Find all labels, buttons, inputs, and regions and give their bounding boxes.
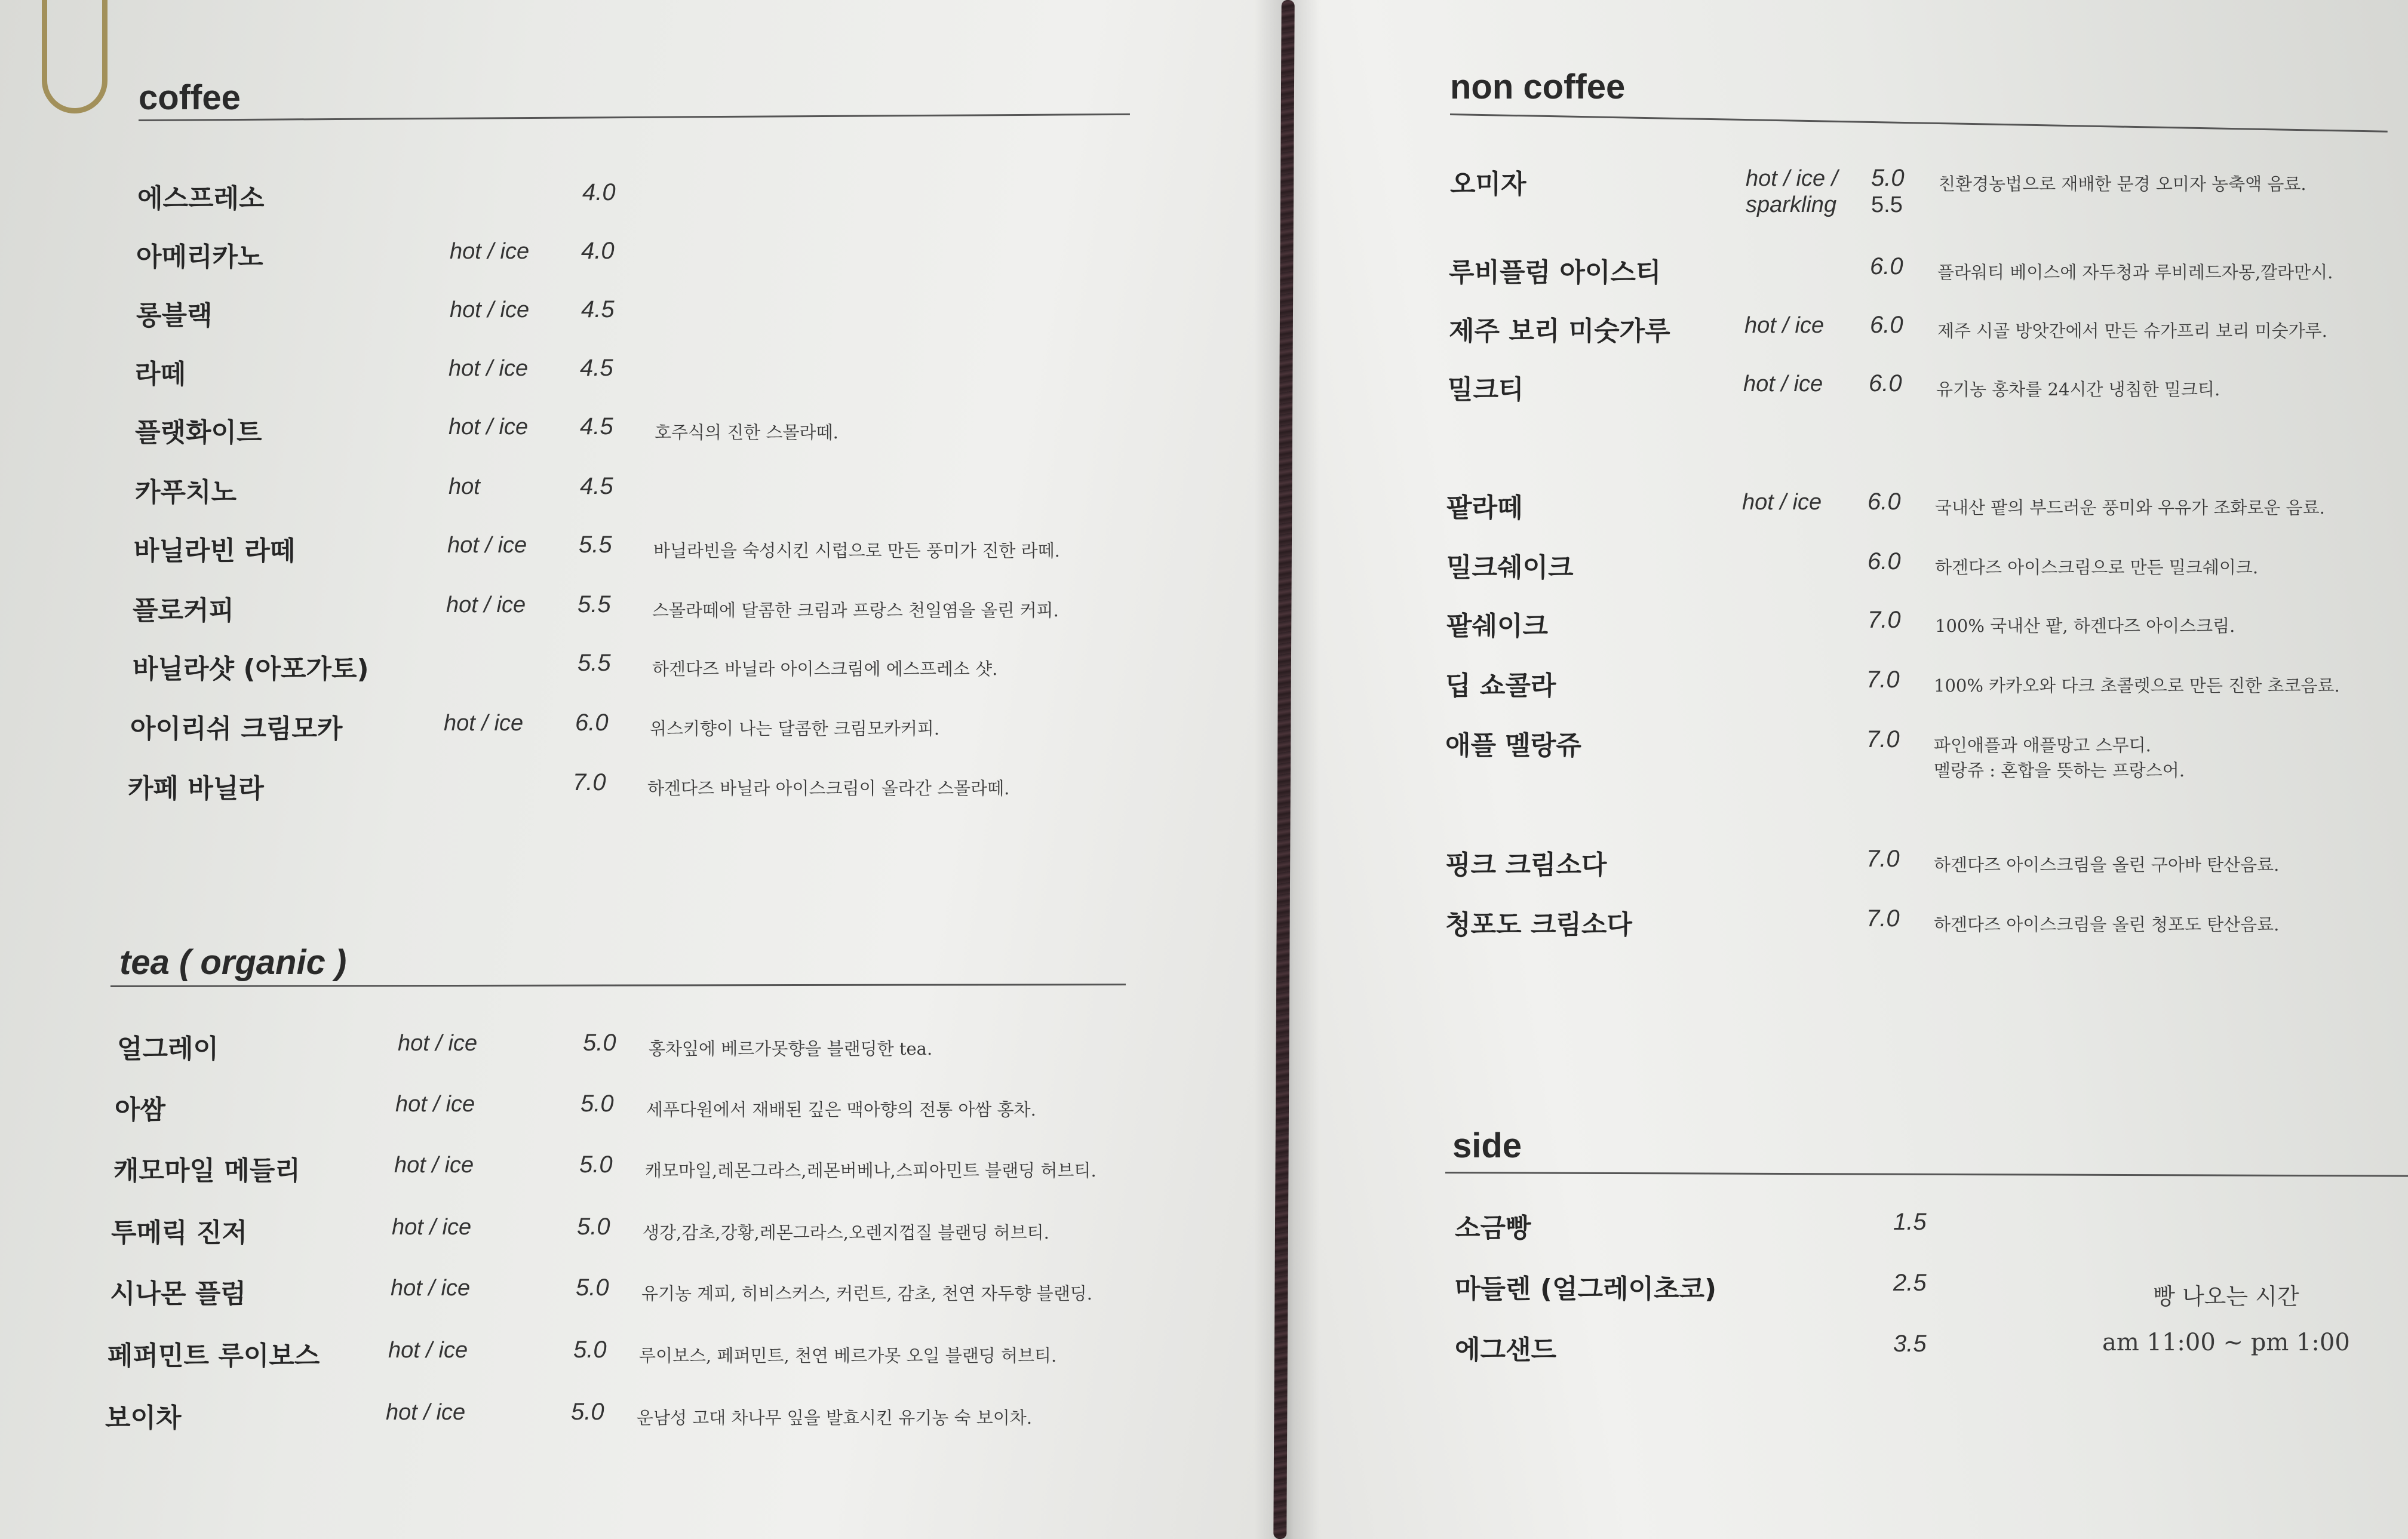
item-description: 유기농 홍차를 24시간 냉침한 밀크티. xyxy=(1936,379,2220,400)
item-description: 플라워티 베이스에 자두청과 루비레드자몽,깔라만시. xyxy=(1937,262,2333,282)
non-coffee-menu-item xyxy=(1445,843,2401,897)
item-name: 플랫화이트 xyxy=(135,417,262,448)
non-coffee-menu-item xyxy=(1449,309,2404,363)
coffee-menu-item xyxy=(133,589,1148,643)
item-description: 세푸다원에서 재배된 깊은 맥아향의 전통 아쌈 홍차. xyxy=(646,1099,1036,1120)
item-price: 5.5 xyxy=(578,650,611,676)
item-price: 6.0 xyxy=(1868,489,1901,515)
item-description: 위스키향이 나는 달콤한 크림모카커피. xyxy=(650,718,940,739)
item-temperature-extra: sparkling xyxy=(1746,192,1837,217)
item-price: 4.5 xyxy=(580,413,613,440)
item-price: 5.0 xyxy=(577,1214,610,1240)
item-description: 하겐다즈 아이스크림을 올린 청포도 탄산음료. xyxy=(1934,914,2280,935)
item-price: 4.0 xyxy=(582,179,616,205)
coffee-menu-item xyxy=(128,767,1143,821)
item-temperature: hot / ice xyxy=(386,1400,466,1425)
non-coffee-menu-item xyxy=(1445,903,2401,957)
bread-time-value: am 11:00 ~ pm 1:00 xyxy=(2102,1329,2350,1356)
coffee-section-title: coffee xyxy=(139,78,241,117)
tea-section-title: tea ( organic ) xyxy=(119,943,347,982)
side-section-title: side xyxy=(1452,1126,1522,1165)
item-temperature: hot / ice xyxy=(449,356,529,381)
item-name: 아메리카노 xyxy=(136,242,263,272)
item-temperature: hot / ice xyxy=(450,239,530,264)
item-price: 5.0 xyxy=(579,1151,613,1178)
item-name: 얼그레이 xyxy=(117,1034,219,1064)
item-price: 1.5 xyxy=(1893,1209,1927,1235)
item-description: 제주 시골 방앗간에서 만든 슈가프리 보리 미숫가루. xyxy=(1937,321,2327,341)
item-description: 100% 카카오와 다크 초콜렛으로 만든 진한 초코음료. xyxy=(1934,675,2340,696)
item-temperature: hot / ice / xyxy=(1746,166,1838,191)
tea-menu-item xyxy=(117,1027,1192,1081)
item-name: 카페 바닐라 xyxy=(128,773,264,804)
item-price: 7.0 xyxy=(573,769,606,795)
item-price: 7.0 xyxy=(1868,607,1901,633)
item-name: 밀크티 xyxy=(1448,374,1524,405)
item-description: 유기농 계피, 히비스커스, 커런트, 감초, 천연 자두향 블랜딩. xyxy=(641,1283,1092,1304)
item-price-extra: 5.5 xyxy=(1871,192,1903,217)
item-description: 하겐다즈 바닐라 아이스크림에 에스프레소 샷. xyxy=(652,659,998,679)
item-name: 투메릭 진저 xyxy=(111,1218,247,1248)
item-temperature: hot / ice xyxy=(395,1092,475,1117)
item-name: 청포도 크림소다 xyxy=(1445,910,1632,940)
item-name: 라떼 xyxy=(135,359,186,389)
item-price: 5.5 xyxy=(578,591,611,618)
item-description: 호주식의 진한 스몰라떼. xyxy=(655,422,838,443)
item-price: 3.5 xyxy=(1893,1331,1927,1357)
tea-menu-item xyxy=(105,1396,1180,1450)
non-coffee-section-title: non coffee xyxy=(1450,67,1626,106)
item-name: 밀크쉐이크 xyxy=(1446,552,1574,583)
coffee-menu-item xyxy=(136,235,1151,289)
coffee-menu-item xyxy=(135,471,1150,524)
item-temperature: hot / ice xyxy=(1744,313,1825,338)
item-name: 보이차 xyxy=(105,1403,182,1433)
item-name: 제주 보리 미숫가루 xyxy=(1449,316,1670,346)
item-price: 7.0 xyxy=(1866,846,1900,872)
item-description: 바닐라빈을 숙성시킨 시럽으로 만든 풍미가 진한 라떼. xyxy=(653,540,1060,561)
item-price: 6.0 xyxy=(1868,548,1901,575)
item-price: 6.0 xyxy=(575,709,609,736)
item-description: 루이보스, 페퍼민트, 천연 베르가못 오일 블랜딩 허브티. xyxy=(639,1346,1057,1366)
item-name: 플로커피 xyxy=(133,595,235,626)
item-name: 소금빵 xyxy=(1455,1213,1531,1243)
coffee-menu-item xyxy=(137,177,1153,231)
item-name: 팥쉐이크 xyxy=(1446,611,1549,641)
item-description: 국내산 팥의 부드러운 풍미와 우유가 조화로운 음료. xyxy=(1935,497,2325,518)
non-coffee-menu-item xyxy=(1446,546,2402,600)
item-temperature: hot / ice xyxy=(391,1276,471,1301)
non-coffee-menu-item xyxy=(1450,162,2406,216)
item-temperature: hot / ice xyxy=(398,1031,478,1056)
item-price: 2.5 xyxy=(1893,1270,1927,1296)
coffee-menu-item xyxy=(134,529,1149,583)
item-name: 마들렌 (얼그레이초코) xyxy=(1455,1274,1717,1304)
item-description: 하겐다즈 바닐라 아이스크림이 올라간 스몰라떼. xyxy=(647,778,1010,798)
item-name: 시나몬 플럼 xyxy=(110,1279,246,1309)
coffee-menu-item xyxy=(133,647,1148,701)
item-temperature: hot / ice xyxy=(1742,490,1822,515)
item-price: 7.0 xyxy=(1866,905,1900,932)
item-description-extra: 멜랑쥬 : 혼합을 뜻하는 프랑스어. xyxy=(1934,760,2185,781)
side-menu-item xyxy=(1455,1206,2172,1260)
item-name: 바닐라샷 (아포가토) xyxy=(133,654,369,684)
item-price: 4.5 xyxy=(580,473,613,499)
item-name: 팥라떼 xyxy=(1446,493,1523,523)
tea-menu-item xyxy=(110,1272,1185,1326)
item-name: 카푸치노 xyxy=(135,477,237,508)
item-description: 친환경농법으로 재배한 문경 오미자 농축액 음료. xyxy=(1939,174,2306,194)
item-description: 하겐다즈 아이스크림으로 만든 밀크쉐이크. xyxy=(1935,557,2259,577)
item-price: 4.5 xyxy=(580,355,613,381)
paper-clip-icon xyxy=(42,0,108,113)
item-price: 6.0 xyxy=(1869,370,1902,397)
item-name: 루비플럼 아이스티 xyxy=(1449,257,1661,288)
item-name: 페퍼민트 루이보스 xyxy=(108,1341,320,1371)
coffee-menu-item xyxy=(135,411,1150,465)
item-description: 홍차잎에 베르가못향을 블랜딩한 tea. xyxy=(649,1039,933,1059)
item-description: 파인애플과 애플망고 스무디. xyxy=(1934,735,2151,755)
tea-menu-item xyxy=(113,1149,1188,1203)
bread-time-label: 빵 나오는 시간 xyxy=(2153,1283,2299,1310)
non-coffee-menu-item xyxy=(1446,604,2402,658)
item-price: 5.0 xyxy=(573,1337,607,1363)
item-name: 롱블랙 xyxy=(136,300,213,331)
item-name: 아쌈 xyxy=(115,1095,166,1125)
item-name: 아이리쉬 크림모카 xyxy=(130,714,343,744)
item-price: 6.0 xyxy=(1870,312,1903,338)
item-description: 운남성 고대 차나무 잎을 발효시킨 유기농 숙 보이차. xyxy=(637,1408,1033,1428)
item-price: 7.0 xyxy=(1866,666,1900,693)
item-temperature: hot / ice xyxy=(449,414,529,440)
item-price: 5.0 xyxy=(580,1090,614,1117)
coffee-menu-item xyxy=(136,294,1151,348)
item-price: 5.5 xyxy=(579,532,612,558)
coffee-menu-item xyxy=(135,352,1150,406)
item-name: 바닐라빈 라떼 xyxy=(134,536,296,566)
item-temperature: hot / ice xyxy=(447,533,527,558)
non-coffee-menu-item xyxy=(1445,724,2401,781)
item-price: 4.0 xyxy=(581,238,615,264)
item-name: 캐모마일 메들리 xyxy=(113,1156,300,1186)
coffee-menu-item xyxy=(130,707,1145,761)
item-name: 오미자 xyxy=(1450,169,1526,199)
item-description: 캐모마일,레몬그라스,레몬버베나,스피아민트 블랜딩 허브티. xyxy=(645,1160,1096,1181)
item-temperature: hot / ice xyxy=(1743,371,1823,397)
item-description: 생강,감초,강황,레몬그라스,오렌지껍질 블랜딩 허브티. xyxy=(643,1222,1049,1243)
item-name: 에스프레소 xyxy=(137,183,265,214)
item-price: 7.0 xyxy=(1866,726,1900,752)
item-temperature: hot / ice xyxy=(388,1338,468,1363)
item-price: 5.0 xyxy=(576,1274,609,1301)
item-temperature: hot / ice xyxy=(394,1153,474,1178)
item-price: 4.5 xyxy=(581,296,615,322)
tea-menu-item xyxy=(115,1088,1190,1142)
tea-menu-item xyxy=(108,1334,1182,1388)
item-description: 100% 국내산 팥, 하겐다즈 아이스크림. xyxy=(1935,616,2235,636)
non-coffee-menu-item xyxy=(1449,251,2404,305)
item-name: 애플 멜랑쥬 xyxy=(1445,730,1581,761)
item-description: 하겐다즈 아이스크림을 올린 구아바 탄산음료. xyxy=(1934,855,2280,875)
non-coffee-menu-item xyxy=(1448,368,2403,422)
item-temperature: hot / ice xyxy=(450,297,530,322)
item-temperature: hot / ice xyxy=(444,711,524,736)
item-temperature: hot / ice xyxy=(446,592,526,618)
bread-time-note xyxy=(2102,1278,2350,1356)
item-name: 딥 쇼콜라 xyxy=(1445,671,1556,701)
item-description: 스몰라떼에 달콤한 크림과 프랑스 천일염을 올린 커피. xyxy=(652,600,1059,620)
item-price: 5.0 xyxy=(1871,165,1905,191)
non-coffee-menu-item xyxy=(1445,664,2401,718)
tea-menu-item xyxy=(111,1211,1186,1265)
item-price: 5.0 xyxy=(583,1030,616,1056)
side-menu-item xyxy=(1455,1267,2172,1321)
item-temperature: hot xyxy=(449,474,480,499)
item-name: 에그샌드 xyxy=(1455,1335,1557,1365)
non-coffee-menu-item xyxy=(1446,486,2402,540)
side-menu-item xyxy=(1455,1328,2172,1382)
item-price: 6.0 xyxy=(1870,253,1903,279)
item-price: 5.0 xyxy=(571,1399,604,1425)
item-temperature: hot / ice xyxy=(392,1215,472,1240)
item-name: 핑크 크림소다 xyxy=(1445,850,1607,880)
